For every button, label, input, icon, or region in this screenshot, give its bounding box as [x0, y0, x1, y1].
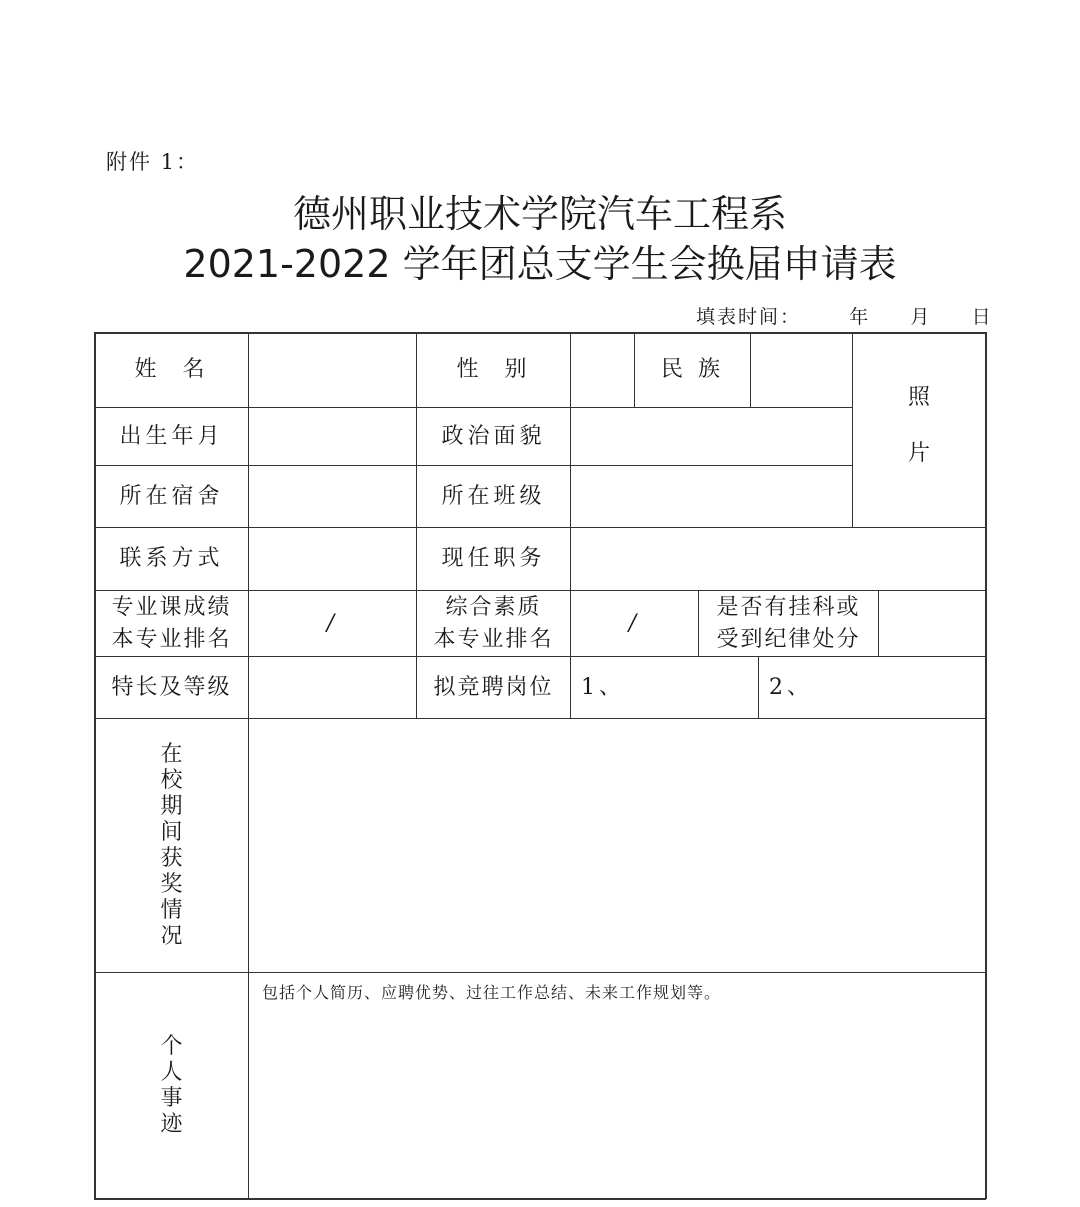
specialty-field[interactable]: [249, 657, 416, 718]
label-quality-rank: [417, 591, 570, 656]
label-applied-post: 拟竞聘岗位: [433, 674, 554, 700]
gender-field[interactable]: [571, 333, 634, 407]
label-major-rank-line2: 本专业排名: [111, 626, 232, 652]
label-deeds: [95, 973, 248, 1198]
awards-char: 况: [160, 923, 183, 949]
political-field[interactable]: [571, 408, 852, 465]
awards-char: 间: [160, 819, 183, 845]
form-title-line2: 2021-2022 学年团总支学生会换届申请表: [183, 242, 897, 286]
ethnicity-field[interactable]: [751, 333, 852, 407]
contact-field[interactable]: [249, 528, 416, 590]
awards-char: 期: [160, 793, 183, 819]
table-border-right: [985, 332, 987, 1199]
label-class: 所在班级: [441, 483, 546, 509]
birth-field[interactable]: [249, 408, 416, 465]
post-choice-1[interactable]: 1、: [581, 674, 625, 700]
label-contact: 联系方式: [119, 546, 224, 571]
discipline-field[interactable]: [879, 591, 985, 656]
awards-char: 情: [160, 897, 183, 923]
post-choice-2[interactable]: 2、: [769, 674, 813, 700]
awards-field[interactable]: [249, 719, 985, 972]
fill-date: 填表时间： 年 月 日: [696, 306, 993, 328]
label-major-rank: [95, 591, 248, 656]
label-discipline-line2: 受到纪律处分: [716, 626, 861, 652]
label-dorm: 所在宿舍: [119, 483, 224, 509]
label-political: 政治面貌: [441, 423, 546, 449]
label-major-rank-line1: 专业课成绩: [111, 594, 232, 620]
table-border-bottom: [94, 1198, 986, 1200]
photo-label-2: 片: [907, 441, 930, 466]
label-discipline: [699, 591, 878, 656]
awards-char: 奖: [160, 871, 183, 897]
awards-char: 校: [160, 767, 183, 793]
deeds-char: 事: [160, 1085, 183, 1111]
name-field[interactable]: [249, 333, 416, 407]
photo-box[interactable]: [853, 333, 985, 527]
label-name: 姓 名: [134, 357, 209, 382]
attachment-label: 附件 1：: [106, 150, 200, 174]
label-quality-rank-line1: 综合素质: [445, 594, 542, 620]
class-field[interactable]: [571, 466, 852, 527]
deeds-char: 迹: [160, 1111, 183, 1137]
label-gender: 性 别: [456, 357, 531, 382]
form-title-line1: 德州职业技术学院汽车工程系: [292, 192, 787, 236]
label-awards: [95, 719, 248, 972]
label-specialty: 特长及等级: [111, 674, 232, 700]
label-birth: 出生年月: [119, 423, 224, 449]
deeds-note: 包括个人简历、应聘优势、过往工作总结、未来工作规划等。: [262, 983, 722, 1002]
quality-rank-field[interactable]: /: [628, 610, 641, 636]
label-quality-rank-line2: 本专业排名: [433, 626, 554, 652]
label-discipline-line1: 是否有挂科或: [716, 594, 861, 620]
deeds-char: 个: [160, 1033, 183, 1059]
position-field[interactable]: [571, 528, 985, 590]
photo-label-1: 照: [907, 385, 930, 410]
major-rank-field[interactable]: /: [326, 610, 339, 636]
label-position: 现任职务: [441, 546, 546, 571]
label-ethnicity: 民 族: [661, 357, 724, 382]
awards-char: 获: [160, 845, 183, 871]
dorm-field[interactable]: [249, 466, 416, 527]
awards-char: 在: [160, 741, 183, 767]
deeds-char: 人: [160, 1059, 183, 1085]
deeds-field[interactable]: [249, 973, 985, 1198]
